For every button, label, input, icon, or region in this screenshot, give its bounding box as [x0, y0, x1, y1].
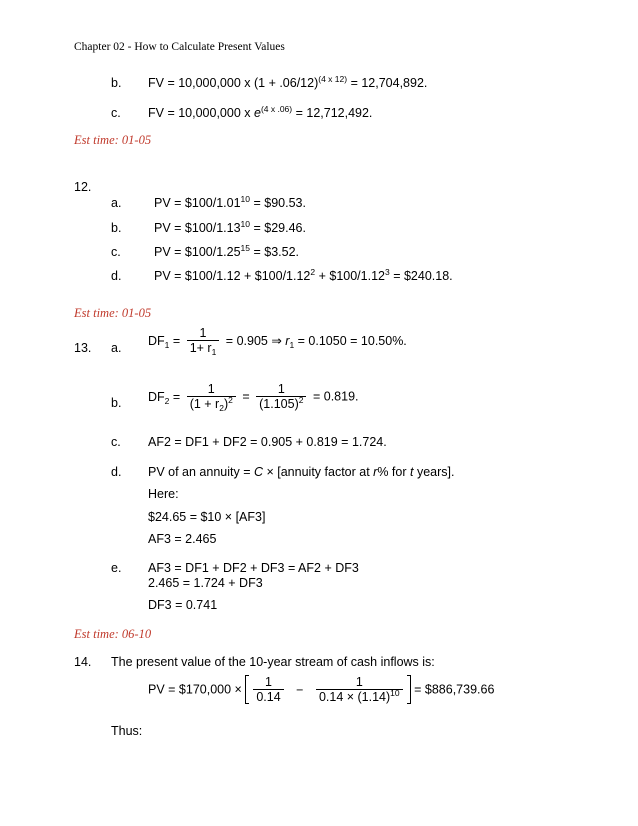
item-letter: e.: [111, 561, 122, 575]
equation-12d: PV = $100/1.12 + $\$100/1.12^2$ + $\$100/1.12^3$ = $240.18.: [154, 267, 453, 283]
item-letter: b.: [111, 76, 122, 90]
page-header: Chapter 02 - How to Calculate Present Values: [74, 41, 285, 53]
equation-14: PV = $170,000 × $\frac{1}{0.14}$ − $\frac{1}{0.14 \times (1.14)^{10}}$ = $886,739.66: [148, 675, 495, 704]
fraction: $\frac{1}{(1 + r_2)^2}$: [187, 382, 236, 411]
fraction: $\frac{1}{0.14 \times (1.14)^{10}}$: [316, 675, 403, 704]
problem-number: 13.: [74, 341, 92, 355]
fraction: $\frac{1}{(1.105)^2}$: [256, 382, 306, 411]
item-letter: c.: [111, 435, 121, 449]
item-letter: b.: [111, 396, 122, 410]
estimated-time: Est time: 01-05: [74, 133, 152, 147]
estimated-time: Est time: 01-05: [74, 306, 152, 320]
equation-11c: FV = 10,000,000 x $e^{(4 x .06)} = 12,712,492$.: [148, 104, 373, 120]
problem-number: 14.: [74, 655, 92, 669]
thus-label: Thus:: [111, 724, 143, 738]
problem-number: 12.: [74, 180, 92, 194]
equation-13d-1: $24.65 = $10 × [AF3]: [148, 510, 266, 524]
equation-12c: PV = $\$100/1.25^{15}$ = $3.52.: [154, 243, 299, 259]
item-letter: c.: [111, 245, 121, 259]
item-letter: d.: [111, 269, 122, 283]
equation-13c: AF2 = DF1 + DF2 = 0.905 + 0.819 = 1.724.: [148, 435, 387, 449]
equation-13e-3: DF3 = 0.741: [148, 598, 218, 612]
fraction: $\frac{1}{0.14}$: [253, 675, 283, 704]
equation-13d: PV of an annuity = C × [annuity factor at r% for t years].: [148, 465, 455, 479]
equation-13a: $DF_1$ = $\frac{1}{1+ r_1}$ = 0.905 ⇒ $r_1 = 0.1050 = 10.50\%$.: [148, 326, 407, 357]
equation-12a: PV = $\$100/1.01^{10}$ = $90.53.: [154, 194, 306, 210]
bracket-group: $\frac{1}{0.14}$ − $\frac{1}{0.14 \times (1.14)^{10}}$: [245, 675, 410, 704]
fraction: $\frac{1}{1+ r_1}$: [187, 326, 220, 355]
equation-12b: PV = $\$100/1.13^{10}$ = $29.46.: [154, 219, 306, 235]
equation-13e-2: 2.465 = 1.724 + DF3: [148, 576, 263, 590]
item-letter: b.: [111, 221, 122, 235]
item-letter: d.: [111, 465, 122, 479]
problem-14-intro: The present value of the 10-year stream of cash inflows is:: [111, 655, 435, 669]
estimated-time: Est time: 06-10: [74, 627, 152, 641]
equation-11b: FV = 10,000,000 x $(1 + .06/12)^{(4 x 12)} = 12,704,892$.: [148, 74, 428, 90]
equation-13b: $DF_2$ = $\frac{1}{(1 + r_2)^2}$ = $\frac{1}{(1.105)^2}$ = 0.819.: [148, 382, 359, 413]
equation-13d-2: AF3 = 2.465: [148, 532, 217, 546]
item-letter: c.: [111, 106, 121, 120]
item-letter: a.: [111, 341, 122, 355]
here-label: Here:: [148, 487, 179, 501]
item-letter: a.: [111, 196, 122, 210]
equation-13e-1: AF3 = DF1 + DF2 + DF3 = AF2 + DF3: [148, 561, 359, 575]
